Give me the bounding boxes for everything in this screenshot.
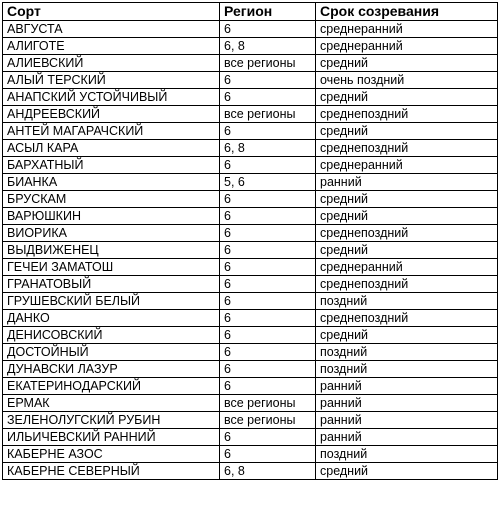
cell-ripening-period: средний: [316, 463, 498, 480]
cell-region: 6: [220, 21, 316, 38]
table-row: [3, 191, 498, 208]
cell-ripening-period: средний: [316, 89, 498, 106]
cell-region: 6: [220, 208, 316, 225]
cell-ripening-period: ранний: [316, 429, 498, 446]
cell-ripening-period: поздний: [316, 293, 498, 310]
cell-variety: КАБЕРНЕ СЕВЕРНЫЙ: [3, 463, 220, 480]
cell-variety: АЛИГОТЕ: [3, 38, 220, 55]
cell-ripening-period: средний: [316, 242, 498, 259]
cell-variety: ВАРЮШКИН: [3, 208, 220, 225]
table-row: [3, 89, 498, 106]
cell-variety: АСЫЛ КАРА: [3, 140, 220, 157]
cell-region: 6: [220, 259, 316, 276]
cell-region: все регионы: [220, 55, 316, 72]
cell-ripening-period: среднеранний: [316, 259, 498, 276]
table-row: [3, 395, 498, 412]
table-header: [3, 3, 498, 21]
cell-variety: КАБЕРНЕ АЗОС: [3, 446, 220, 463]
table-row: [3, 140, 498, 157]
cell-ripening-period: средний: [316, 55, 498, 72]
cell-ripening-period: средний: [316, 208, 498, 225]
table-row: [3, 174, 498, 191]
cell-variety: АЛЫЙ ТЕРСКИЙ: [3, 72, 220, 89]
cell-region: 6, 8: [220, 463, 316, 480]
table-row: [3, 327, 498, 344]
cell-region: 6: [220, 361, 316, 378]
cell-region: все регионы: [220, 106, 316, 123]
cell-region: 6: [220, 123, 316, 140]
table-row: [3, 429, 498, 446]
cell-ripening-period: средний: [316, 123, 498, 140]
grape-varieties-table: [2, 2, 498, 480]
cell-region: 6: [220, 378, 316, 395]
header-ripening-period: Срок созревания: [316, 3, 498, 21]
cell-region: 6: [220, 446, 316, 463]
cell-variety: ЕРМАК: [3, 395, 220, 412]
cell-variety: ВЫДВИЖЕНЕЦ: [3, 242, 220, 259]
table-row: [3, 208, 498, 225]
table-row: [3, 38, 498, 55]
cell-ripening-period: среднепоздний: [316, 310, 498, 327]
cell-variety: ДАНКО: [3, 310, 220, 327]
cell-region: 6: [220, 310, 316, 327]
header-row: [3, 3, 498, 21]
cell-ripening-period: среднеранний: [316, 38, 498, 55]
table-row: [3, 463, 498, 480]
cell-variety: АЛИЕВСКИЙ: [3, 55, 220, 72]
cell-ripening-period: поздний: [316, 344, 498, 361]
cell-region: 5, 6: [220, 174, 316, 191]
cell-variety: БРУСКАМ: [3, 191, 220, 208]
cell-region: 6, 8: [220, 140, 316, 157]
cell-ripening-period: среднепоздний: [316, 276, 498, 293]
cell-region: 6, 8: [220, 38, 316, 55]
cell-ripening-period: ранний: [316, 395, 498, 412]
cell-variety: ИЛЬИЧЕВСКИЙ РАННИЙ: [3, 429, 220, 446]
cell-variety: ДУНАВСКИ ЛАЗУР: [3, 361, 220, 378]
table-row: [3, 293, 498, 310]
table-body: [3, 21, 498, 480]
table-row: [3, 344, 498, 361]
cell-variety: ГРУШЕВСКИЙ БЕЛЫЙ: [3, 293, 220, 310]
cell-region: 6: [220, 276, 316, 293]
cell-variety: ГЕЧЕИ ЗАМАТОШ: [3, 259, 220, 276]
cell-ripening-period: поздний: [316, 361, 498, 378]
table-row: [3, 310, 498, 327]
cell-variety: ЗЕЛЕНОЛУГСКИЙ РУБИН: [3, 412, 220, 429]
table-row: [3, 378, 498, 395]
cell-region: 6: [220, 225, 316, 242]
cell-ripening-period: среднеранний: [316, 21, 498, 38]
cell-region: 6: [220, 72, 316, 89]
cell-ripening-period: очень поздний: [316, 72, 498, 89]
cell-region: все регионы: [220, 395, 316, 412]
table-row: [3, 242, 498, 259]
cell-ripening-period: ранний: [316, 174, 498, 191]
cell-region: все регионы: [220, 412, 316, 429]
table-row: [3, 225, 498, 242]
table-row: [3, 106, 498, 123]
cell-region: 6: [220, 191, 316, 208]
table-row: [3, 157, 498, 174]
cell-variety: ГРАНАТОВЫЙ: [3, 276, 220, 293]
cell-ripening-period: среднеранний: [316, 157, 498, 174]
grape-varieties-table-container: [2, 2, 498, 480]
table-row: [3, 72, 498, 89]
cell-ripening-period: поздний: [316, 446, 498, 463]
cell-region: 6: [220, 327, 316, 344]
table-row: [3, 446, 498, 463]
table-row: [3, 412, 498, 429]
cell-region: 6: [220, 429, 316, 446]
cell-ripening-period: средний: [316, 191, 498, 208]
header-variety: Сорт: [3, 3, 220, 21]
cell-ripening-period: ранний: [316, 378, 498, 395]
cell-ripening-period: средний: [316, 327, 498, 344]
cell-variety: БИАНКА: [3, 174, 220, 191]
table-row: [3, 21, 498, 38]
cell-variety: ДЕНИСОВСКИЙ: [3, 327, 220, 344]
cell-ripening-period: среднепоздний: [316, 225, 498, 242]
cell-variety: ВИОРИКА: [3, 225, 220, 242]
cell-region: 6: [220, 344, 316, 361]
cell-ripening-period: среднепоздний: [316, 106, 498, 123]
cell-variety: АНАПСКИЙ УСТОЙЧИВЫЙ: [3, 89, 220, 106]
table-row: [3, 276, 498, 293]
cell-variety: БАРХАТНЫЙ: [3, 157, 220, 174]
cell-ripening-period: среднепоздний: [316, 140, 498, 157]
cell-variety: ДОСТОЙНЫЙ: [3, 344, 220, 361]
cell-region: 6: [220, 242, 316, 259]
cell-variety: ЕКАТЕРИНОДАРСКИЙ: [3, 378, 220, 395]
cell-region: 6: [220, 293, 316, 310]
cell-region: 6: [220, 157, 316, 174]
cell-ripening-period: ранний: [316, 412, 498, 429]
cell-variety: АНТЕЙ МАГАРАЧСКИЙ: [3, 123, 220, 140]
table-row: [3, 259, 498, 276]
table-row: [3, 361, 498, 378]
cell-region: 6: [220, 89, 316, 106]
header-region: Регион: [220, 3, 316, 21]
table-row: [3, 123, 498, 140]
cell-variety: АНДРЕЕВСКИЙ: [3, 106, 220, 123]
table-row: [3, 55, 498, 72]
cell-variety: АВГУСТА: [3, 21, 220, 38]
